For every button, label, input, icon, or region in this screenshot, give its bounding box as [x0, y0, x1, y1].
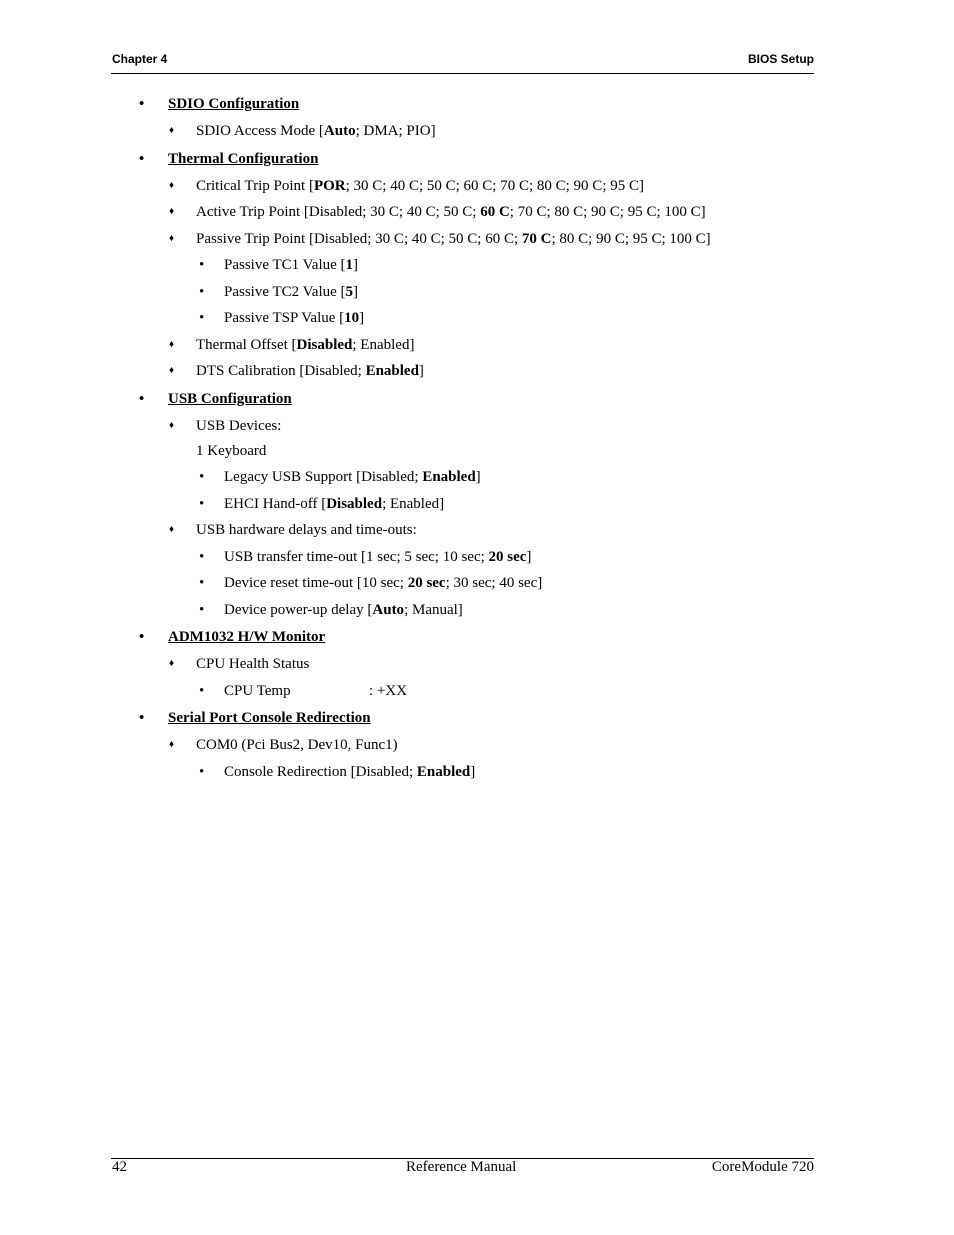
diamond-bullet-icon: ♦ [169, 180, 175, 191]
section-heading [168, 709, 371, 727]
section-bullet-icon: • [139, 96, 145, 112]
item-text: ; 30 sec; 40 sec] [445, 575, 543, 591]
item-text: SDIO Configuration [168, 96, 300, 112]
default-value: 5 [345, 284, 354, 300]
header-rule [111, 73, 814, 74]
list-item [224, 548, 531, 566]
section-heading [168, 628, 325, 646]
item-text: ] [353, 257, 359, 273]
item-text: USB Configuration [168, 391, 292, 407]
diamond-bullet-icon: ♦ [169, 658, 175, 669]
section-bullet-icon: • [139, 629, 145, 645]
item-text: COM0 (Pci Bus2, Dev10, Func1) [196, 737, 398, 753]
item-text: Critical Trip Point [ [196, 178, 314, 194]
list-item [224, 601, 463, 619]
default-value: 1 [345, 257, 354, 273]
item-text: USB hardware delays and time-outs: [196, 522, 417, 538]
list-item [196, 203, 706, 221]
footer-title: Reference Manual [406, 1159, 517, 1175]
diamond-bullet-icon: ♦ [169, 233, 175, 244]
default-value: 70 C [521, 231, 552, 247]
item-text: Passive TSP Value [ [224, 310, 345, 326]
list-item [224, 495, 444, 513]
list-item [196, 736, 398, 754]
section-bullet-icon: • [139, 151, 145, 167]
diamond-bullet-icon: ♦ [169, 739, 175, 750]
item-text: ; Enabled] [352, 337, 415, 353]
list-item [196, 336, 414, 354]
item-text: CPU Health Status [196, 656, 310, 672]
dot-bullet-icon: • [199, 257, 205, 273]
default-value: Auto [372, 602, 405, 618]
default-value: POR [313, 178, 346, 194]
list-item [224, 256, 358, 274]
item-text: ; DMA; PIO] [355, 123, 436, 139]
list-item [196, 655, 309, 673]
item-text: Device reset time-out [10 sec; [224, 575, 408, 591]
item-text: DTS Calibration [Disabled; [196, 363, 366, 379]
diamond-bullet-icon: ♦ [169, 339, 175, 350]
section-heading [168, 150, 318, 168]
item-text: Console Redirection [Disabled; [224, 764, 417, 780]
default-value: Disabled [326, 496, 383, 512]
list-item [224, 574, 542, 592]
header-chapter: Chapter 4 [112, 52, 168, 66]
item-text: Device power-up delay [ [224, 602, 373, 618]
item-text: ; 30 C; 40 C; 50 C; 60 C; 70 C; 80 C; 90 C; 95 C] [345, 178, 644, 194]
item-text: USB transfer time-out [1 sec; 5 sec; 10 sec; [224, 549, 489, 565]
dot-bullet-icon: • [199, 764, 205, 780]
default-value: Enabled [422, 469, 476, 485]
list-item [196, 521, 417, 539]
section-heading [168, 95, 299, 113]
list-item [224, 468, 481, 486]
item-text: ] [418, 363, 424, 379]
list-item [196, 362, 424, 380]
page-number: 42 [112, 1159, 127, 1175]
item-text: CPU Temp [224, 683, 291, 699]
item-text: Thermal Configuration [168, 151, 319, 167]
default-value: 10 [344, 310, 360, 326]
item-text: ] [475, 469, 481, 485]
default-value: Enabled [416, 764, 471, 780]
default-value: Auto [323, 123, 356, 139]
list-item [196, 177, 644, 195]
dot-bullet-icon: • [199, 310, 205, 326]
diamond-bullet-icon: ♦ [169, 125, 175, 136]
header-section-title: BIOS Setup [747, 52, 814, 66]
item-text: Thermal Offset [ [196, 337, 297, 353]
item-text: 1 Keyboard [196, 443, 267, 459]
item-text: ADM1032 H/W Monitor [168, 629, 326, 645]
default-value: 20 sec [407, 575, 446, 591]
default-value: 20 sec [488, 549, 527, 565]
item-text: ] [359, 310, 365, 326]
item-text: ; 70 C; 80 C; 90 C; 95 C; 100 C] [509, 204, 706, 220]
diamond-bullet-icon: ♦ [169, 206, 175, 217]
item-text: ; 80 C; 90 C; 95 C; 100 C] [551, 231, 711, 247]
dot-bullet-icon: • [199, 469, 205, 485]
item-text: : +XX [369, 683, 408, 699]
item-text: ] [470, 764, 476, 780]
list-item [196, 442, 266, 460]
item-text: ] [526, 549, 532, 565]
dot-bullet-icon: • [199, 683, 205, 699]
dot-bullet-icon: • [199, 575, 205, 591]
section-bullet-icon: • [139, 710, 145, 726]
list-item [224, 682, 407, 700]
section-heading [168, 390, 292, 408]
diamond-bullet-icon: ♦ [169, 420, 175, 431]
footer-product: CoreModule 720 [711, 1159, 814, 1175]
item-text: USB Devices: [196, 418, 282, 434]
dot-bullet-icon: • [199, 496, 205, 512]
item-text: ] [353, 284, 359, 300]
item-text: Passive TC1 Value [ [224, 257, 346, 273]
item-text: EHCI Hand-off [ [224, 496, 327, 512]
diamond-bullet-icon: ♦ [169, 524, 175, 535]
dot-bullet-icon: • [199, 284, 205, 300]
item-text: Passive TC2 Value [ [224, 284, 346, 300]
item-text: Serial Port Console Redirection [168, 710, 371, 726]
list-item [196, 230, 711, 248]
item-text: Legacy USB Support [Disabled; [224, 469, 423, 485]
diamond-bullet-icon: ♦ [169, 365, 175, 376]
item-text: ; Manual] [404, 602, 463, 618]
default-value: Disabled [296, 337, 353, 353]
section-bullet-icon: • [139, 391, 145, 407]
item-text: Active Trip Point [Disabled; 30 C; 40 C; 50 C; [196, 204, 481, 220]
default-value: 60 C [480, 204, 510, 220]
dot-bullet-icon: • [199, 549, 205, 565]
item-text: ; Enabled] [382, 496, 445, 512]
item-text: Passive Trip Point [Disabled; 30 C; 40 C; 50 C; 60 C; [196, 231, 522, 247]
list-item [224, 763, 475, 781]
dot-bullet-icon: • [199, 602, 205, 618]
default-value: Enabled [365, 363, 419, 379]
list-item [224, 309, 364, 327]
list-item [196, 417, 281, 435]
item-text: SDIO Access Mode [ [196, 123, 324, 139]
list-item [224, 283, 358, 301]
list-item [196, 122, 436, 140]
